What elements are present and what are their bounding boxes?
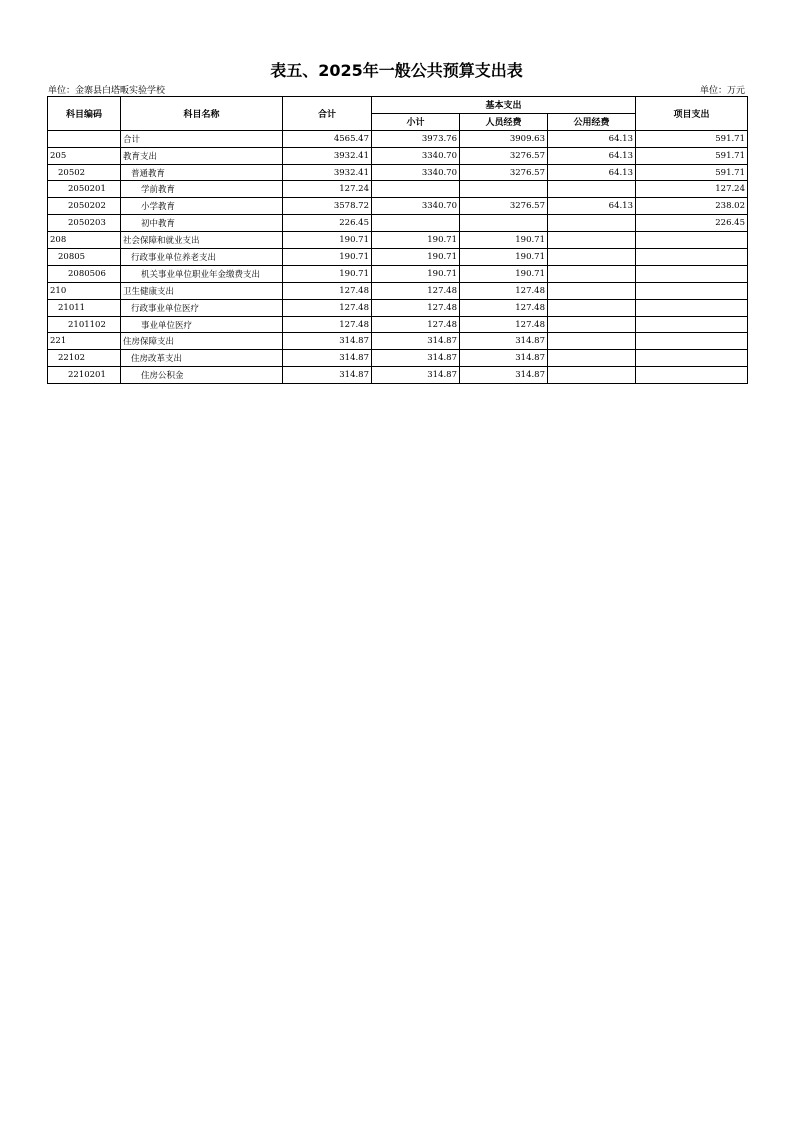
cell-code: 22102 <box>48 350 121 367</box>
cell-subtotal: 190.71 <box>372 249 460 266</box>
table-row <box>48 316 748 333</box>
cell-name: 社会保障和就业支出 <box>121 232 283 249</box>
cell-code: 2101102 <box>48 316 121 333</box>
cell-name: 普通教育 <box>121 164 283 181</box>
cell-total: 4565.47 <box>283 130 372 147</box>
cell-total: 314.87 <box>283 367 372 384</box>
cell-name: 学前教育 <box>121 181 283 198</box>
cell-personnel: 190.71 <box>460 232 548 249</box>
cell-total: 190.71 <box>283 265 372 282</box>
cell-total: 127.24 <box>283 181 372 198</box>
cell-total: 226.45 <box>283 215 372 232</box>
cell-personnel: 190.71 <box>460 265 548 282</box>
cell-code: 20805 <box>48 249 121 266</box>
header-public: 公用经费 <box>548 113 636 130</box>
cell-personnel: 314.87 <box>460 367 548 384</box>
cell-code: 21011 <box>48 299 121 316</box>
cell-personnel: 314.87 <box>460 350 548 367</box>
table-row <box>48 181 748 198</box>
cell-public: 64.13 <box>548 130 636 147</box>
cell-personnel: 190.71 <box>460 249 548 266</box>
header-subtotal: 小计 <box>372 113 460 130</box>
cell-project <box>636 316 748 333</box>
cell-code: 205 <box>48 147 121 164</box>
cell-name: 卫生健康支出 <box>121 282 283 299</box>
cell-personnel: 3276.57 <box>460 198 548 215</box>
cell-personnel: 3276.57 <box>460 147 548 164</box>
cell-code: 20502 <box>48 164 121 181</box>
cell-code: 210 <box>48 282 121 299</box>
cell-subtotal: 127.48 <box>372 316 460 333</box>
cell-code: 2050201 <box>48 181 121 198</box>
cell-personnel <box>460 215 548 232</box>
cell-public <box>548 299 636 316</box>
cell-project <box>636 249 748 266</box>
cell-name: 住房公积金 <box>121 367 283 384</box>
cell-total: 3578.72 <box>283 198 372 215</box>
cell-public <box>548 181 636 198</box>
cell-subtotal: 190.71 <box>372 265 460 282</box>
cell-total: 190.71 <box>283 232 372 249</box>
cell-personnel: 3909.63 <box>460 130 548 147</box>
cell-total: 127.48 <box>283 299 372 316</box>
cell-personnel: 3276.57 <box>460 164 548 181</box>
table-row <box>48 147 748 164</box>
cell-subtotal: 3340.70 <box>372 198 460 215</box>
cell-total: 3932.41 <box>283 147 372 164</box>
cell-subtotal <box>372 215 460 232</box>
header-code: 科目编码 <box>48 97 121 131</box>
cell-project: 127.24 <box>636 181 748 198</box>
cell-subtotal: 190.71 <box>372 232 460 249</box>
table-row <box>48 350 748 367</box>
cell-code: 2210201 <box>48 367 121 384</box>
table-row <box>48 130 748 147</box>
cell-project <box>636 299 748 316</box>
cell-subtotal: 314.87 <box>372 350 460 367</box>
cell-name: 行政事业单位养老支出 <box>121 249 283 266</box>
cell-public <box>548 232 636 249</box>
header-total: 合计 <box>283 97 372 131</box>
cell-public <box>548 367 636 384</box>
table-row <box>48 164 748 181</box>
cell-public <box>548 350 636 367</box>
cell-public: 64.13 <box>548 198 636 215</box>
table-row <box>48 367 748 384</box>
cell-subtotal: 3973.76 <box>372 130 460 147</box>
cell-total: 314.87 <box>283 333 372 350</box>
cell-subtotal: 3340.70 <box>372 147 460 164</box>
table-row <box>48 215 748 232</box>
cell-name: 小学教育 <box>121 198 283 215</box>
cell-project: 591.71 <box>636 147 748 164</box>
page-title: 表五、2025年一般公共预算支出表 <box>270 61 523 80</box>
cell-public <box>548 265 636 282</box>
header-name: 科目名称 <box>121 97 283 131</box>
cell-subtotal: 314.87 <box>372 367 460 384</box>
cell-name: 机关事业单位职业年金缴费支出 <box>121 265 283 282</box>
cell-name: 住房改革支出 <box>121 350 283 367</box>
cell-name: 教育支出 <box>121 147 283 164</box>
cell-project <box>636 333 748 350</box>
cell-personnel: 127.48 <box>460 299 548 316</box>
cell-public <box>548 282 636 299</box>
cell-personnel: 127.48 <box>460 282 548 299</box>
cell-total: 314.87 <box>283 350 372 367</box>
cell-name: 初中教育 <box>121 215 283 232</box>
cell-project <box>636 367 748 384</box>
cell-subtotal: 314.87 <box>372 333 460 350</box>
cell-public <box>548 316 636 333</box>
table-row <box>48 282 748 299</box>
cell-subtotal: 127.48 <box>372 282 460 299</box>
cell-name: 事业单位医疗 <box>121 316 283 333</box>
cell-personnel: 127.48 <box>460 316 548 333</box>
header-personnel: 人员经费 <box>460 113 548 130</box>
table-row <box>48 265 748 282</box>
cell-project <box>636 282 748 299</box>
cell-code: 2050203 <box>48 215 121 232</box>
cell-personnel: 314.87 <box>460 333 548 350</box>
cell-total: 190.71 <box>283 249 372 266</box>
cell-code: 2080506 <box>48 265 121 282</box>
cell-code: 2050202 <box>48 198 121 215</box>
table-row <box>48 232 748 249</box>
cell-public <box>548 333 636 350</box>
cell-project: 226.45 <box>636 215 748 232</box>
cell-project: 238.02 <box>636 198 748 215</box>
cell-project <box>636 265 748 282</box>
table-row <box>48 299 748 316</box>
cell-total: 127.48 <box>283 316 372 333</box>
cell-code: 221 <box>48 333 121 350</box>
cell-project: 591.71 <box>636 130 748 147</box>
cell-subtotal: 3340.70 <box>372 164 460 181</box>
unit-organization: 单位：金寨县白塔畈实验学校 <box>48 86 166 96</box>
cell-public <box>548 215 636 232</box>
cell-public: 64.13 <box>548 164 636 181</box>
cell-public: 64.13 <box>548 147 636 164</box>
cell-personnel <box>460 181 548 198</box>
cell-public <box>548 249 636 266</box>
unit-currency: 单位：万元 <box>699 86 745 96</box>
cell-project <box>636 350 748 367</box>
cell-code <box>48 130 121 147</box>
cell-name: 行政事业单位医疗 <box>121 299 283 316</box>
cell-project <box>636 232 748 249</box>
cell-project: 591.71 <box>636 164 748 181</box>
cell-total: 3932.41 <box>283 164 372 181</box>
budget-expenditure-table <box>47 96 748 384</box>
cell-name: 住房保障支出 <box>121 333 283 350</box>
cell-subtotal: 127.48 <box>372 299 460 316</box>
cell-total: 127.48 <box>283 282 372 299</box>
table-row <box>48 333 748 350</box>
header-project: 项目支出 <box>636 97 748 131</box>
header-basic: 基本支出 <box>372 97 636 114</box>
cell-subtotal <box>372 181 460 198</box>
table-row <box>48 249 748 266</box>
cell-name: 合计 <box>121 130 283 147</box>
table-row <box>48 198 748 215</box>
cell-code: 208 <box>48 232 121 249</box>
